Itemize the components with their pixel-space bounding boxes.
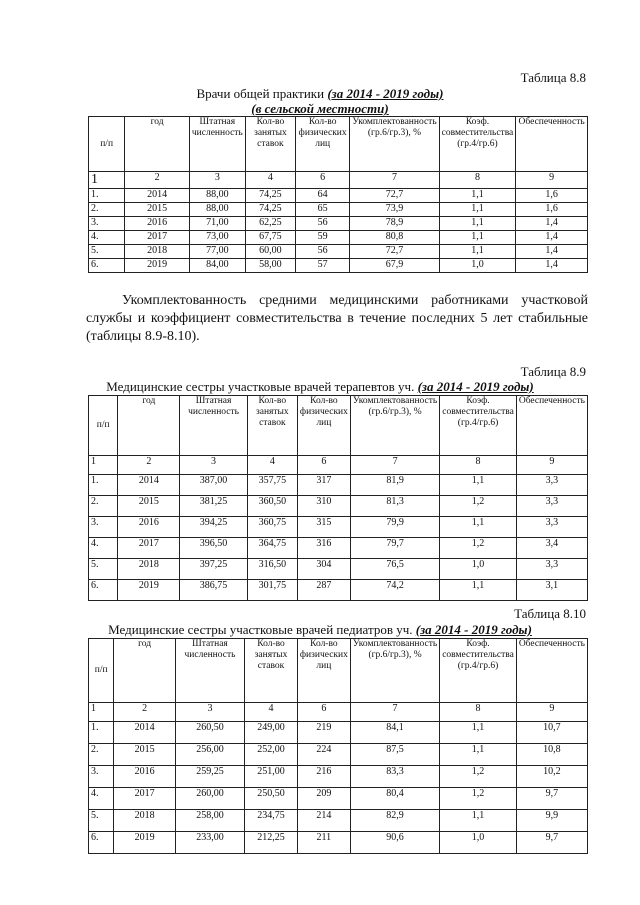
table-row (89, 559, 588, 580)
col-header-staffing: Укомплектованность (гр.6/гр.3), % (350, 639, 439, 703)
table-cell: 1,0 (439, 259, 516, 273)
table-cell: 1. (89, 475, 118, 496)
table-8-8-title-period: (за 2014 - 2019 годы) (327, 86, 444, 101)
col-header-coef: Коэф. совместительства (гр.4/гр.6) (439, 117, 516, 172)
table-cell: 5. (89, 245, 125, 259)
col-header-positions: Кол-во занятых ставок (247, 396, 297, 456)
table-cell: 88,00 (189, 189, 245, 203)
table-cell: 310 (297, 496, 350, 517)
table-cell: 2018 (114, 810, 175, 832)
table-cell: 4. (89, 538, 118, 559)
table-cell: 214 (297, 810, 350, 832)
table-row (89, 538, 588, 559)
table-row (89, 580, 588, 601)
table-cell: 73,00 (189, 231, 245, 245)
column-number-cell: 8 (440, 456, 517, 475)
table-cell: 1,0 (440, 832, 517, 854)
table-cell: 62,25 (245, 217, 295, 231)
table-cell: 67,9 (350, 259, 439, 273)
table-cell: 2017 (118, 538, 180, 559)
col-header-positions: Кол-во занятых ставок (245, 117, 295, 172)
table-cell: 81,3 (350, 496, 439, 517)
column-number-cell: 9 (516, 456, 587, 475)
table-8-8 (88, 116, 588, 273)
table-cell: 287 (297, 580, 350, 601)
table-cell: 64 (296, 189, 350, 203)
table-cell: 3,3 (516, 496, 587, 517)
column-number-cell: 6 (296, 172, 350, 189)
table-cell: 315 (297, 517, 350, 538)
table-cell: 1,1 (440, 517, 517, 538)
col-header-coef: Коэф. совместительства (гр.4/гр.6) (440, 396, 517, 456)
table-cell: 1,2 (440, 496, 517, 517)
table-cell: 1,4 (516, 217, 588, 231)
table-cell: 2018 (118, 559, 180, 580)
col-header-provision: Обеспеченность (516, 396, 587, 456)
table-cell: 79,7 (350, 538, 439, 559)
column-number-cell: 4 (247, 456, 297, 475)
table-cell: 10,8 (516, 744, 587, 766)
column-number-cell: 7 (350, 172, 439, 189)
table-8-8-subtitle (0, 101, 640, 117)
table-cell: 74,25 (245, 203, 295, 217)
table-cell: 1,1 (439, 189, 516, 203)
table-cell: 209 (297, 788, 350, 810)
table-cell: 2. (89, 496, 118, 517)
table-cell: 1,4 (516, 259, 588, 273)
table-8-8-title-main: Врачи общей практики (196, 86, 325, 101)
table-row (89, 203, 588, 217)
table-cell: 1,1 (440, 475, 517, 496)
column-number-cell: 2 (118, 456, 180, 475)
table-cell: 212,25 (245, 832, 298, 854)
table-cell: 1,1 (439, 231, 516, 245)
table-cell: 4. (89, 788, 114, 810)
table-8-8-subtitle-text: (в сельской местности) (251, 101, 389, 116)
table-cell: 10,7 (516, 722, 587, 744)
table-cell: 76,5 (350, 559, 439, 580)
table-cell: 6. (89, 259, 125, 273)
table-cell: 1,1 (440, 810, 517, 832)
col-header-provision: Обеспеченность (516, 639, 587, 703)
table-cell: 1,1 (440, 580, 517, 601)
column-number-cell: 9 (516, 703, 587, 722)
column-number-row (89, 703, 588, 722)
table-cell: 56 (296, 245, 350, 259)
table-cell: 259,25 (175, 766, 244, 788)
table-cell: 5. (89, 810, 114, 832)
table-row (89, 217, 588, 231)
table-cell: 249,00 (245, 722, 298, 744)
col-header-npp: п/п (89, 639, 114, 703)
col-header-provision: Обеспеченность (516, 117, 588, 172)
table-cell: 1,2 (440, 538, 517, 559)
column-number-cell: 2 (114, 703, 175, 722)
table-cell: 5. (89, 559, 118, 580)
table-cell: 360,75 (247, 517, 297, 538)
column-number-row (89, 456, 588, 475)
table-cell: 364,75 (247, 538, 297, 559)
col-header-year: год (114, 639, 175, 703)
table-header-row (89, 639, 588, 703)
table-cell: 6. (89, 832, 114, 854)
table-cell: 82,9 (350, 810, 439, 832)
table-row (89, 788, 588, 810)
table-cell: 1. (89, 722, 114, 744)
table-cell: 256,00 (175, 744, 244, 766)
table-cell: 301,75 (247, 580, 297, 601)
table-cell: 74,25 (245, 189, 295, 203)
table-row (89, 231, 588, 245)
column-number-cell: 8 (440, 703, 517, 722)
table-cell: 80,4 (350, 788, 439, 810)
table-cell: 2018 (125, 245, 190, 259)
table-cell: 2015 (125, 203, 190, 217)
table-cell: 3,3 (516, 559, 587, 580)
table-cell: 3. (89, 766, 114, 788)
table-row (89, 245, 588, 259)
table-cell: 1,6 (516, 189, 588, 203)
table-8-8-title (0, 86, 640, 102)
table-cell: 2014 (114, 722, 175, 744)
column-number-cell: 1 (89, 456, 118, 475)
table-cell: 3,1 (516, 580, 587, 601)
body-paragraph: Укомплектованность средними медицинскими работниками участковой службы и коэффициент совместительства в течение последних 5 лет стабильные (таблицы 8.9-8.10). (86, 293, 588, 344)
table-cell: 87,5 (350, 744, 439, 766)
table-cell: 360,50 (247, 496, 297, 517)
table-cell: 3. (89, 217, 125, 231)
column-number-cell: 2 (125, 172, 190, 189)
table-cell: 84,1 (350, 722, 439, 744)
column-number-cell: 1 (89, 172, 125, 189)
table-cell: 316,50 (247, 559, 297, 580)
col-header-coef: Коэф. совместительства (гр.4/гр.6) (440, 639, 517, 703)
table-cell: 1,6 (516, 203, 588, 217)
table-cell: 2016 (125, 217, 190, 231)
table-cell: 79,9 (350, 517, 439, 538)
table-8-10-title (0, 622, 640, 638)
table-cell: 2. (89, 203, 125, 217)
column-number-cell: 4 (245, 703, 298, 722)
column-number-cell: 3 (175, 703, 244, 722)
table-cell: 386,75 (180, 580, 247, 601)
table-cell: 2014 (118, 475, 180, 496)
table-cell: 1,1 (439, 245, 516, 259)
table-cell: 316 (297, 538, 350, 559)
table-cell: 83,3 (350, 766, 439, 788)
col-header-npp: п/п (89, 117, 125, 172)
table-cell: 357,75 (247, 475, 297, 496)
table-8-9-title (0, 379, 640, 395)
table-cell: 9,9 (516, 810, 587, 832)
table-cell: 258,00 (175, 810, 244, 832)
table-cell: 57 (296, 259, 350, 273)
table-cell: 397,25 (180, 559, 247, 580)
col-header-persons: Кол-во физических лиц (296, 117, 350, 172)
column-number-cell: 6 (297, 456, 350, 475)
column-number-cell: 9 (516, 172, 588, 189)
table-8-10-title-main: Медицинские сестры участковые врачей педиатров уч. (108, 622, 413, 637)
table-cell: 251,00 (245, 766, 298, 788)
column-number-cell: 3 (189, 172, 245, 189)
table-cell: 3,3 (516, 475, 587, 496)
table-cell: 2017 (114, 788, 175, 810)
table-cell: 6. (89, 580, 118, 601)
table-cell: 1,1 (440, 722, 517, 744)
table-cell: 1. (89, 189, 125, 203)
col-header-staff: Штатная численность (175, 639, 244, 703)
table-cell: 3,4 (516, 538, 587, 559)
col-header-year: год (125, 117, 190, 172)
table-8-8-number: Таблица 8.8 (520, 70, 586, 85)
table-cell: 88,00 (189, 203, 245, 217)
table-8-9-title-period: (за 2014 - 2019 годы) (417, 379, 534, 394)
table-8-9-number: Таблица 8.9 (520, 364, 586, 379)
table-8-10 (88, 638, 588, 854)
table-cell: 3. (89, 517, 118, 538)
table-cell: 2015 (118, 496, 180, 517)
table-cell: 1,1 (439, 203, 516, 217)
table-cell: 387,00 (180, 475, 247, 496)
table-cell: 77,00 (189, 245, 245, 259)
table-cell: 1,1 (440, 744, 517, 766)
table-cell: 394,25 (180, 517, 247, 538)
table-cell: 2017 (125, 231, 190, 245)
table-cell: 2019 (125, 259, 190, 273)
col-header-staff: Штатная численность (180, 396, 247, 456)
column-number-cell: 6 (297, 703, 350, 722)
column-number-cell: 4 (245, 172, 295, 189)
col-header-positions: Кол-во занятых ставок (245, 639, 298, 703)
column-number-cell: 8 (439, 172, 516, 189)
table-cell: 9,7 (516, 788, 587, 810)
table-cell: 381,25 (180, 496, 247, 517)
table-8-10-title-period: (за 2014 - 2019 годы) (415, 622, 532, 637)
column-number-row (89, 172, 588, 189)
table-cell: 84,00 (189, 259, 245, 273)
table-cell: 90,6 (350, 832, 439, 854)
table-cell: 317 (297, 475, 350, 496)
table-cell: 2019 (118, 580, 180, 601)
col-header-staffing: Укомплектованность (гр.6/гр.3), % (350, 117, 439, 172)
table-cell: 250,50 (245, 788, 298, 810)
table-row (89, 189, 588, 203)
table-cell: 211 (297, 832, 350, 854)
table-cell: 260,00 (175, 788, 244, 810)
table-header-row (89, 117, 588, 172)
table-row (89, 766, 588, 788)
table-row (89, 810, 588, 832)
table-cell: 1,1 (439, 217, 516, 231)
table-cell: 234,75 (245, 810, 298, 832)
table-cell: 233,00 (175, 832, 244, 854)
table-cell: 4. (89, 231, 125, 245)
table-cell: 1,4 (516, 231, 588, 245)
table-row (89, 744, 588, 766)
table-cell: 2015 (114, 744, 175, 766)
table-row (89, 475, 588, 496)
table-cell: 56 (296, 217, 350, 231)
column-number-cell: 7 (350, 703, 439, 722)
table-cell: 72,7 (350, 189, 439, 203)
table-cell: 80,8 (350, 231, 439, 245)
table-cell: 224 (297, 744, 350, 766)
table-cell: 60,00 (245, 245, 295, 259)
table-header-row (89, 396, 588, 456)
table-row (89, 832, 588, 854)
table-cell: 65 (296, 203, 350, 217)
table-cell: 252,00 (245, 744, 298, 766)
table-cell: 3,3 (516, 517, 587, 538)
col-header-npp: п/п (89, 396, 118, 456)
table-row (89, 722, 588, 744)
table-cell: 2019 (114, 832, 175, 854)
table-8-9 (88, 395, 588, 601)
table-cell: 1,0 (440, 559, 517, 580)
table-8-9-title-main: Медицинские сестры участковые врачей терапевтов уч. (106, 379, 415, 394)
table-cell: 74,2 (350, 580, 439, 601)
table-row (89, 517, 588, 538)
table-cell: 1,2 (440, 788, 517, 810)
column-number-cell: 1 (89, 703, 114, 722)
table-cell: 72,7 (350, 245, 439, 259)
table-cell: 2. (89, 744, 114, 766)
column-number-cell: 7 (350, 456, 439, 475)
col-header-persons: Кол-во физических лиц (297, 639, 350, 703)
col-header-staff: Штатная численность (189, 117, 245, 172)
table-cell: 260,50 (175, 722, 244, 744)
table-cell: 10,2 (516, 766, 587, 788)
table-cell: 81,9 (350, 475, 439, 496)
col-header-persons: Кол-во физических лиц (297, 396, 350, 456)
col-header-staffing: Укомплектованность (гр.6/гр.3), % (350, 396, 439, 456)
table-cell: 73,9 (350, 203, 439, 217)
table-cell: 219 (297, 722, 350, 744)
table-cell: 1,4 (516, 245, 588, 259)
table-cell: 78,9 (350, 217, 439, 231)
table-row (89, 496, 588, 517)
table-cell: 304 (297, 559, 350, 580)
table-cell: 67,75 (245, 231, 295, 245)
table-cell: 71,00 (189, 217, 245, 231)
table-cell: 2016 (118, 517, 180, 538)
col-header-year: год (118, 396, 180, 456)
table-cell: 216 (297, 766, 350, 788)
table-row (89, 259, 588, 273)
table-cell: 2014 (125, 189, 190, 203)
table-cell: 58,00 (245, 259, 295, 273)
table-cell: 9,7 (516, 832, 587, 854)
table-cell: 396,50 (180, 538, 247, 559)
table-8-10-number: Таблица 8.10 (514, 606, 586, 621)
table-cell: 59 (296, 231, 350, 245)
column-number-cell: 3 (180, 456, 247, 475)
table-cell: 1,2 (440, 766, 517, 788)
table-cell: 2016 (114, 766, 175, 788)
